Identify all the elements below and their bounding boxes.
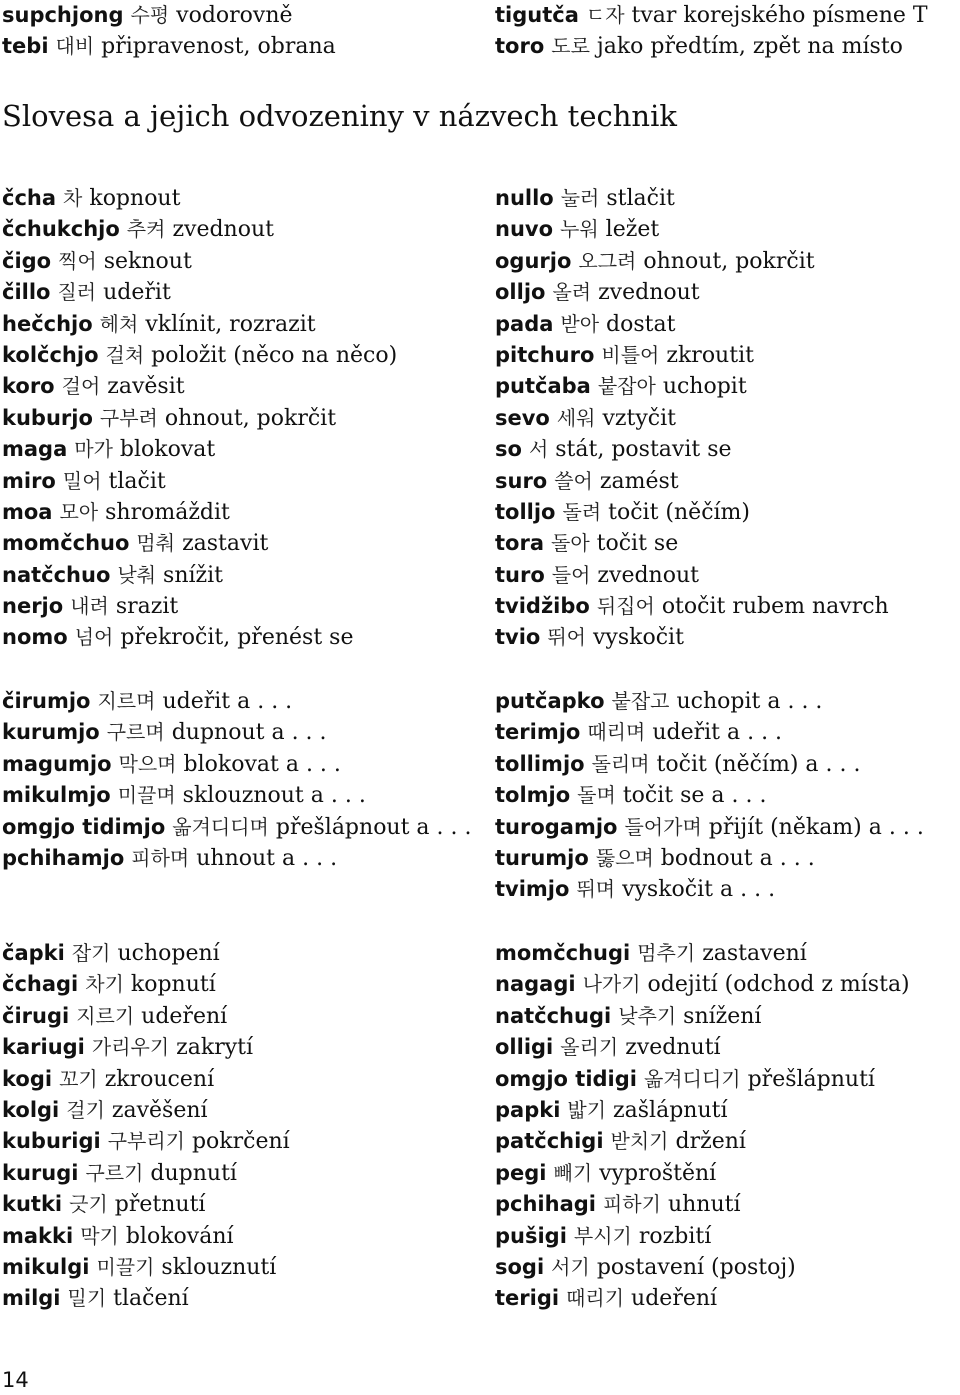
entry-hangul: 넘어 (74, 625, 114, 650)
entry-meaning: točit se a . . . (622, 783, 767, 809)
entry-term: kutki (2, 1192, 63, 1217)
dictionary-entry (495, 622, 960, 653)
dictionary-entry (2, 246, 495, 277)
entry-meaning: dupnutí (150, 1160, 237, 1186)
entry-term: kuburigi (2, 1129, 101, 1154)
entry-term: olligi (495, 1035, 554, 1060)
entry-hangul: 들어 (551, 562, 591, 587)
entry-term: tigutča (495, 3, 579, 27)
entry-meaning: uchopit (662, 374, 747, 400)
entry-meaning: sklouznout a . . . (182, 783, 366, 809)
entry-term: omgjo tidigi (495, 1066, 637, 1091)
entry-meaning: zavěšení (111, 1097, 208, 1123)
section-title: Slovesa a jejich odvozeniny v názvech technik (2, 99, 677, 133)
entry-term: kurugi (2, 1160, 79, 1185)
entry-term: suro (495, 468, 548, 493)
entry-meaning: shromáždit (105, 499, 230, 525)
entry-meaning: překročit, přenést se (120, 625, 354, 651)
dictionary-entry (495, 938, 960, 969)
entry-term: čirumjo (2, 689, 91, 713)
dictionary-entry (495, 497, 960, 528)
entry-hangul: 쓸어 (554, 468, 593, 493)
dictionary-entry (2, 31, 495, 62)
entry-meaning: snížení (683, 1003, 762, 1029)
entry-meaning: zakrytí (176, 1035, 254, 1061)
dictionary-entry (2, 843, 495, 874)
dictionary-entry (2, 214, 495, 245)
entry-term: patčchigi (495, 1129, 604, 1154)
entry-hangul: 붙잡아 (597, 374, 656, 399)
entry-hangul: 옮겨디디며 (172, 814, 269, 839)
entry-hangul: 피하며 (131, 845, 190, 870)
entry-meaning: točit (něčím) (608, 499, 750, 525)
entry-meaning: uhnout a . . . (196, 845, 338, 871)
dictionary-entry (495, 1158, 960, 1189)
entry-hangul: 눌러 (560, 186, 600, 210)
page-number: 14 (2, 1368, 29, 1392)
dictionary-entry (495, 1126, 960, 1157)
dictionary-entry (495, 403, 960, 434)
entry-hangul: 서기 (551, 1254, 590, 1279)
entry-hangul: 누워 (560, 217, 599, 242)
entry-meaning: blokovat (119, 437, 216, 463)
entry-meaning: zamést (599, 468, 679, 494)
entry-term: terigi (495, 1286, 560, 1311)
entry-term: olljo (495, 280, 546, 305)
nouns-right (495, 938, 960, 1315)
entry-hangul: 밀기 (67, 1286, 107, 1311)
entry-term: so (495, 437, 522, 462)
entry-hangul: 질러 (57, 280, 97, 305)
entry-term: turo (495, 562, 545, 587)
entry-hangul: 오그려 (578, 248, 637, 273)
nouns-left (0, 938, 495, 1315)
dictionary-entry (2, 938, 495, 969)
dictionary-entry (495, 780, 960, 811)
entry-term: pegi (495, 1160, 547, 1185)
verbs-left (0, 183, 495, 654)
dictionary-entry (495, 0, 960, 31)
dictionary-entry (495, 1032, 960, 1063)
entry-hangul: 마가 (74, 437, 113, 462)
entry-meaning: přešlápnutí (747, 1066, 875, 1092)
entry-hangul: 뒤집어 (596, 594, 655, 619)
dictionary-entry (2, 1095, 495, 1126)
entry-meaning: vodorovně (176, 3, 293, 28)
entry-hangul: 잡기 (71, 941, 111, 965)
entry-meaning: přijít (někam) a . . . (708, 814, 924, 840)
entry-meaning: kopnutí (130, 972, 216, 998)
entry-hangul: 구르기 (85, 1160, 144, 1185)
dictionary-entry (2, 560, 495, 591)
entry-meaning: kopnout (89, 186, 181, 211)
dictionary-entry (495, 246, 960, 277)
entry-hangul: 올리기 (560, 1035, 619, 1060)
entry-meaning: tlačit (108, 468, 166, 494)
entry-meaning: ležet (605, 217, 660, 243)
entry-meaning: uchopit a . . . (676, 689, 823, 714)
entry-meaning: sklouznutí (161, 1254, 277, 1280)
dictionary-entry (2, 277, 495, 308)
entry-meaning: srazit (115, 594, 179, 620)
entry-term: milgi (2, 1286, 61, 1311)
dictionary-entry (2, 622, 495, 653)
dictionary-entry (495, 31, 960, 62)
entry-hangul: 부시기 (573, 1223, 632, 1248)
dictionary-entry (2, 183, 495, 214)
entry-hangul: 비틀어 (601, 342, 660, 367)
entry-hangul: 미끌기 (96, 1254, 155, 1279)
entry-term: pchihamjo (2, 845, 125, 870)
entry-meaning: připravenost, obrana (101, 34, 336, 60)
entry-meaning: vyproštění (599, 1160, 717, 1186)
entry-hangul: 때리며 (587, 720, 646, 745)
dictionary-entry (2, 1283, 495, 1314)
dictionary-entry (2, 0, 495, 31)
dictionary-entry (495, 183, 960, 214)
entry-term: toro (495, 34, 545, 59)
entry-term: natčchuo (2, 562, 111, 587)
dictionary-entry (495, 1252, 960, 1283)
entry-meaning: uchopení (117, 941, 220, 966)
dictionary-entry (2, 466, 495, 497)
nouns-section (0, 938, 960, 1315)
entry-meaning: blokovat a . . . (183, 751, 341, 777)
entry-term: pitchuro (495, 342, 595, 367)
entry-meaning: otočit rubem navrch (661, 594, 889, 620)
entry-hangul: 옮겨디디기 (643, 1066, 741, 1091)
entry-hangul: 붙잡고 (611, 689, 670, 713)
entry-hangul: 나가기 (582, 972, 641, 997)
entry-term: putčaba (495, 374, 591, 399)
dictionary-entry (2, 969, 495, 1000)
entry-term: tvimjo (495, 877, 570, 902)
dictionary-entry (495, 528, 960, 559)
entry-meaning: udeřit a . . . (652, 720, 783, 746)
entry-meaning: zašlápnutí (613, 1097, 728, 1123)
entry-term: nuvo (495, 217, 554, 242)
dictionary-entry (495, 717, 960, 748)
entry-term: nomo (2, 625, 68, 650)
entry-hangul: 뛰며 (576, 877, 616, 902)
dictionary-entry (2, 1158, 495, 1189)
entry-hangul: 받치기 (610, 1129, 669, 1154)
entry-term: natčchugi (495, 1003, 612, 1028)
entry-hangul: 올려 (552, 280, 592, 305)
entry-meaning: rozbití (638, 1223, 712, 1249)
entry-meaning: točit (něčím) a . . . (656, 751, 861, 777)
entry-hangul: 구부려 (99, 405, 158, 430)
entry-hangul: 막으며 (118, 751, 177, 776)
entry-hangul: 세워 (556, 405, 596, 430)
top-entries-left (0, 0, 495, 63)
entry-meaning: zavěsit (107, 374, 185, 400)
verbs-right (495, 183, 960, 654)
dictionary-entry (495, 686, 960, 717)
entry-term: tvidžibo (495, 594, 590, 619)
entry-meaning: udeřit a . . . (162, 689, 293, 714)
entry-meaning: zvednout (172, 217, 274, 243)
dictionary-entry (2, 1221, 495, 1252)
entry-hangul: 지르며 (97, 689, 156, 713)
entry-meaning: ohnout, pokrčit (164, 405, 337, 431)
entry-hangul: 멈추기 (637, 941, 696, 965)
entry-hangul: 모아 (59, 499, 99, 524)
entry-hangul: 돌아 (551, 531, 590, 556)
dictionary-entry (495, 1001, 960, 1032)
dictionary-entry (495, 874, 960, 905)
entry-hangul: 멈춰 (136, 531, 176, 556)
entry-term: čirugi (2, 1003, 70, 1028)
entry-term: momčchugi (495, 941, 631, 965)
dictionary-entry (2, 1001, 495, 1032)
dictionary-entry (495, 214, 960, 245)
entry-hangul: 차기 (85, 972, 124, 997)
dictionary-entry (2, 1252, 495, 1283)
entry-term: ogurjo (495, 248, 572, 273)
gerunds-section (0, 686, 960, 906)
entry-meaning: vyskočit (593, 625, 684, 651)
entry-term: mikulmjo (2, 783, 111, 808)
entry-meaning: bodnout a . . . (660, 845, 815, 871)
entry-meaning: vztyčit (602, 405, 676, 431)
entry-term: koro (2, 374, 55, 399)
dictionary-entry (2, 686, 495, 717)
dictionary-entry (2, 371, 495, 402)
entry-term: tora (495, 531, 544, 556)
entry-meaning: zastavení (702, 941, 807, 966)
entry-meaning: vklínit, rozrazit (145, 311, 316, 337)
entry-term: kolčchjo (2, 342, 99, 367)
entry-meaning: točit se (596, 531, 679, 557)
entry-hangul: 돌려 (562, 499, 602, 524)
entry-meaning: zvednout (598, 280, 700, 306)
entry-term: miro (2, 468, 56, 493)
entry-term: tvio (495, 625, 541, 650)
entry-meaning: zvednutí (625, 1035, 721, 1061)
entry-meaning: uhnutí (667, 1192, 741, 1218)
entry-meaning: držení (675, 1129, 746, 1155)
entry-meaning: udeřit (103, 280, 171, 306)
entry-meaning: přetnutí (114, 1192, 206, 1218)
dictionary-entry (495, 371, 960, 402)
dictionary-entry (2, 591, 495, 622)
entry-hangul: 서 (528, 437, 549, 462)
entry-term: čillo (2, 280, 51, 305)
entry-hangul: ㄷ자 (585, 3, 625, 27)
dictionary-entry (495, 466, 960, 497)
entry-hangul: 구르며 (106, 720, 165, 745)
top-entries-right (495, 0, 960, 63)
entry-meaning: pokrčení (191, 1129, 290, 1155)
entry-term: tollimjo (495, 751, 585, 776)
entry-meaning: přešlápnout a . . . (275, 814, 472, 840)
dictionary-entry (2, 717, 495, 748)
entry-hangul: 뚫으며 (595, 845, 654, 870)
dictionary-entry (2, 1032, 495, 1063)
entry-meaning: tlačení (113, 1286, 189, 1312)
entry-term: kurumjo (2, 720, 100, 745)
entry-meaning: dupnout a . . . (171, 720, 327, 746)
entry-hangul: 낮춰 (117, 562, 157, 587)
gerunds-left (0, 686, 495, 906)
entry-hangul: 가리우기 (91, 1035, 170, 1060)
entry-hangul: 긋기 (69, 1192, 108, 1217)
entry-hangul: 걸어 (61, 374, 101, 399)
entry-meaning: zkroutit (666, 342, 754, 368)
entry-meaning: udeření (631, 1286, 718, 1312)
dictionary-entry (495, 277, 960, 308)
entry-meaning: tvar korejského písmene T (631, 3, 928, 28)
dictionary-entry (2, 1126, 495, 1157)
dictionary-entry (495, 1283, 960, 1314)
entry-term: papki (495, 1097, 561, 1122)
entry-hangul: 걸기 (66, 1097, 105, 1122)
dictionary-entry (495, 1095, 960, 1126)
dictionary-entry (495, 843, 960, 874)
dictionary-entry (2, 812, 495, 843)
entry-meaning: stát, postavit se (555, 437, 732, 463)
dictionary-entry (495, 749, 960, 780)
entry-hangul: 걸쳐 (105, 342, 145, 367)
dictionary-entry (495, 340, 960, 371)
entry-meaning: ohnout, pokrčit (643, 248, 815, 274)
entry-hangul: 돌며 (577, 783, 616, 808)
entry-meaning: odejití (odchod z místa) (647, 972, 910, 998)
entry-meaning: stlačit (606, 186, 675, 211)
dictionary-entry (495, 969, 960, 1000)
entry-term: turogamjo (495, 814, 618, 839)
dictionary-entry (2, 340, 495, 371)
entry-meaning: jako předtím, zpět na místo (596, 34, 903, 60)
dictionary-entry (2, 309, 495, 340)
dictionary-entry (2, 403, 495, 434)
gerunds-right (495, 686, 960, 906)
dictionary-entry (495, 591, 960, 622)
entry-term: momčchuo (2, 531, 130, 556)
entry-term: turumjo (495, 845, 589, 870)
entry-term: nagagi (495, 972, 576, 997)
top-entries (0, 0, 960, 63)
entry-hangul: 들어가며 (624, 814, 702, 839)
entry-hangul: 막기 (80, 1223, 119, 1248)
entry-hangul: 찍어 (58, 248, 97, 273)
entry-term: čapki (2, 941, 65, 965)
entry-hangul: 뛰어 (547, 625, 586, 650)
entry-meaning: vyskočit a . . . (622, 877, 776, 903)
dictionary-entry (495, 1064, 960, 1095)
entry-term: čcha (2, 186, 57, 210)
dictionary-entry (495, 812, 960, 843)
entry-hangul: 낮추기 (618, 1003, 677, 1028)
entry-hangul: 대비 (55, 34, 95, 59)
entry-meaning: udeření (141, 1003, 228, 1029)
entry-hangul: 미끌며 (117, 783, 176, 808)
entry-hangul: 빼기 (553, 1160, 593, 1185)
entry-term: tolljo (495, 499, 556, 524)
entry-meaning: položit (něco na něco) (151, 342, 398, 368)
entry-hangul: 돌리며 (591, 751, 650, 776)
entry-term: čigo (2, 248, 52, 273)
entry-hangul: 밀어 (62, 468, 102, 493)
entry-meaning: zkroucení (104, 1066, 215, 1092)
entry-term: pušigi (495, 1223, 567, 1248)
dictionary-entry (2, 1064, 495, 1095)
entry-hangul: 도로 (551, 34, 590, 59)
entry-meaning: dostat (606, 311, 676, 337)
entry-hangul: 피하기 (602, 1192, 661, 1217)
entry-term: tolmjo (495, 783, 571, 808)
entry-term: hečchjo (2, 311, 93, 336)
dictionary-entry (2, 434, 495, 465)
entry-term: omgjo tidimjo (2, 814, 166, 839)
entry-term: maga (2, 437, 68, 462)
entry-term: čchagi (2, 972, 79, 997)
entry-term: kolgi (2, 1097, 60, 1122)
entry-term: sogi (495, 1254, 545, 1279)
entry-term: tebi (2, 34, 49, 59)
entry-hangul: 추켜 (126, 217, 166, 242)
entry-hangul: 꼬기 (59, 1066, 98, 1091)
entry-term: nullo (495, 186, 554, 210)
entry-term: magumjo (2, 751, 112, 776)
entry-hangul: 밟기 (567, 1097, 607, 1122)
dictionary-entry (495, 1221, 960, 1252)
entry-hangul: 때리기 (566, 1286, 625, 1311)
entry-hangul: 받아 (560, 311, 600, 336)
entry-term: putčapko (495, 689, 605, 713)
entry-hangul: 내려 (70, 594, 109, 619)
entry-term: pada (495, 311, 554, 336)
entry-term: terimjo (495, 720, 581, 745)
entry-hangul: 수평 (130, 3, 170, 27)
entry-meaning: blokování (125, 1223, 234, 1249)
entry-meaning: zastavit (182, 531, 269, 557)
entry-meaning: seknout (103, 248, 192, 274)
verbs-section (0, 183, 960, 654)
entry-term: pchihagi (495, 1192, 596, 1217)
dictionary-entry (495, 1189, 960, 1220)
dictionary-entry (2, 497, 495, 528)
dictionary-entry (2, 528, 495, 559)
entry-term: kogi (2, 1066, 53, 1091)
dictionary-entry (2, 780, 495, 811)
entry-meaning: snížit (163, 562, 223, 588)
entry-term: kariugi (2, 1035, 85, 1060)
entry-term: čchukchjo (2, 217, 120, 242)
entry-term: sevo (495, 405, 550, 430)
dictionary-entry (2, 749, 495, 780)
dictionary-entry (495, 309, 960, 340)
entry-meaning: zvednout (597, 562, 699, 588)
dictionary-entry (2, 1189, 495, 1220)
entry-term: kuburjo (2, 405, 93, 430)
entry-term: supchjong (2, 3, 124, 27)
entry-hangul: 지르기 (76, 1003, 135, 1028)
dictionary-entry (495, 434, 960, 465)
entry-term: makki (2, 1223, 74, 1248)
entry-meaning: postavení (postoj) (596, 1254, 796, 1280)
entry-term: mikulgi (2, 1254, 90, 1279)
dictionary-entry (495, 560, 960, 591)
entry-term: moa (2, 499, 53, 524)
entry-term: nerjo (2, 594, 64, 619)
entry-hangul: 차 (63, 186, 83, 210)
entry-hangul: 헤쳐 (99, 311, 139, 336)
entry-hangul: 구부리기 (107, 1129, 185, 1154)
